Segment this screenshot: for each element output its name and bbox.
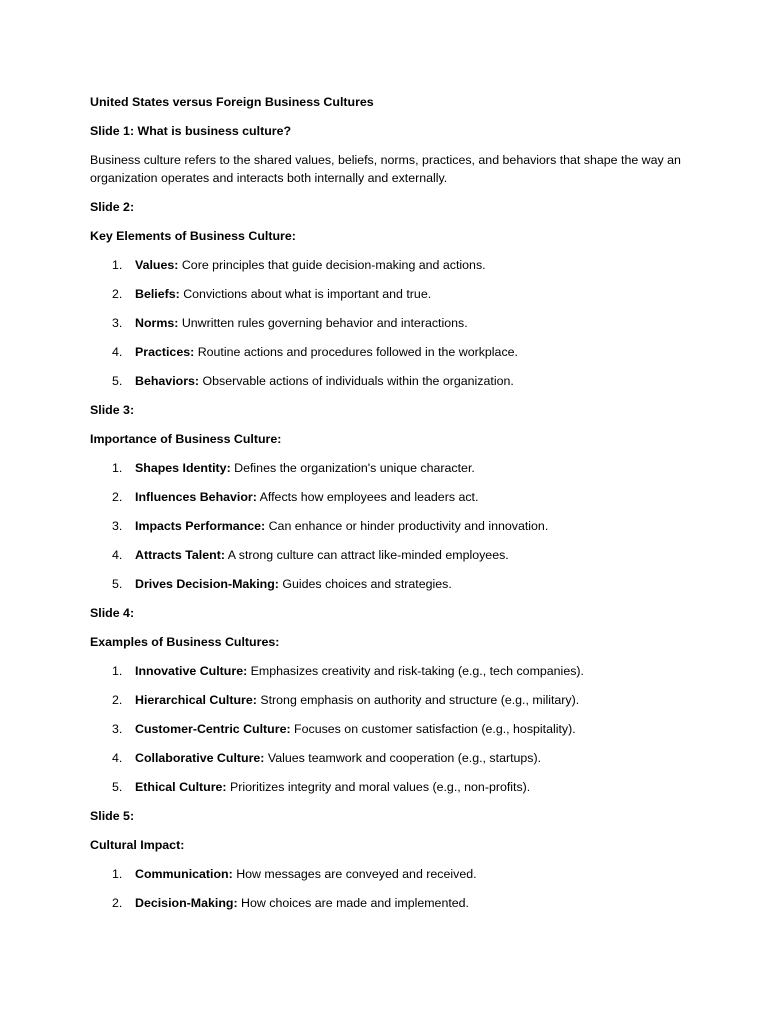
list-number: 1. [112, 664, 123, 678]
list-text: Routine actions and procedures followed in the workplace. [194, 345, 518, 359]
list-number: 2. [112, 490, 123, 504]
document-page [90, 93, 690, 923]
slide-5-heading: Slide 5: [90, 809, 135, 823]
list-text: Values teamwork and cooperation (e.g., startups). [264, 751, 542, 765]
list-number: 4. [112, 751, 123, 765]
document-title: United States versus Foreign Business Cultures [90, 95, 374, 109]
list-item [90, 865, 690, 883]
slide-2-list [90, 256, 690, 390]
slide-5-list [90, 865, 690, 912]
list-item [90, 575, 690, 593]
list-text: Strong emphasis on authority and structure (e.g., military). [256, 693, 580, 707]
list-item [90, 749, 690, 767]
list-item [90, 488, 690, 506]
list-number: 3. [112, 519, 123, 533]
list-term: Drives Decision-Making: [135, 577, 279, 591]
list-text: How choices are made and implemented. [237, 896, 470, 910]
list-term: Behaviors: [135, 374, 200, 388]
list-term: Impacts Performance: [135, 519, 266, 533]
list-number: 3. [112, 722, 123, 736]
slide-4-subheading: Examples of Business Cultures: [90, 635, 280, 649]
list-number: 2. [112, 287, 123, 301]
list-item [90, 894, 690, 912]
list-term: Innovative Culture: [135, 664, 248, 678]
list-term: Customer-Centric Culture: [135, 722, 291, 736]
list-number: 2. [112, 896, 123, 910]
list-number: 5. [112, 577, 123, 591]
slide-2-heading: Slide 2: [90, 200, 135, 214]
list-term: Attracts Talent: [135, 548, 225, 562]
list-term: Norms: [135, 316, 179, 330]
list-item [90, 691, 690, 709]
list-number: 1. [112, 867, 123, 881]
list-text: Guides choices and strategies. [278, 577, 452, 591]
list-text: Core principles that guide decision-making and actions. [178, 258, 486, 272]
list-number: 1. [112, 258, 123, 272]
slide-1-body: Business culture refers to the shared values, beliefs, norms, practices, and behaviors that shape the way an organization operates and interacts both internally and externally. [90, 153, 681, 185]
list-item [90, 517, 690, 535]
list-text: Emphasizes creativity and risk-taking (e.g., tech companies). [247, 664, 584, 678]
list-item [90, 459, 690, 477]
list-term: Shapes Identity: [135, 461, 231, 475]
list-text: Focuses on customer satisfaction (e.g., hospitality). [290, 722, 576, 736]
list-item [90, 778, 690, 796]
list-item [90, 314, 690, 332]
list-item [90, 546, 690, 564]
list-item [90, 285, 690, 303]
list-number: 4. [112, 345, 123, 359]
list-text: Affects how employees and leaders act. [256, 490, 479, 504]
list-text: How messages are conveyed and received. [232, 867, 477, 881]
list-term: Ethical Culture: [135, 780, 227, 794]
list-item [90, 372, 690, 390]
slide-2-subheading: Key Elements of Business Culture: [90, 229, 296, 243]
list-term: Values: [135, 258, 179, 272]
slide-4-list [90, 662, 690, 796]
list-term: Influences Behavior: [135, 490, 257, 504]
list-item [90, 256, 690, 274]
list-number: 2. [112, 693, 123, 707]
slide-1-heading: Slide 1: What is business culture? [90, 124, 292, 138]
list-term: Hierarchical Culture: [135, 693, 257, 707]
list-item [90, 662, 690, 680]
slide-3-subheading: Importance of Business Culture: [90, 432, 282, 446]
list-number: 5. [112, 374, 123, 388]
slide-4-heading: Slide 4: [90, 606, 135, 620]
slide-3-list [90, 459, 690, 593]
list-item [90, 720, 690, 738]
list-text: Can enhance or hinder productivity and innovation. [265, 519, 549, 533]
list-text: Unwritten rules governing behavior and interactions. [178, 316, 468, 330]
list-number: 3. [112, 316, 123, 330]
list-number: 4. [112, 548, 123, 562]
list-number: 5. [112, 780, 123, 794]
slide-3-heading: Slide 3: [90, 403, 135, 417]
list-item [90, 343, 690, 361]
list-text: Observable actions of individuals within the organization. [199, 374, 514, 388]
list-number: 1. [112, 461, 123, 475]
slide-5-subheading: Cultural Impact: [90, 838, 185, 852]
list-text: Prioritizes integrity and moral values (e.g., non-profits). [226, 780, 531, 794]
list-term: Collaborative Culture: [135, 751, 265, 765]
list-text: A strong culture can attract like-minded employees. [224, 548, 509, 562]
list-term: Decision-Making: [135, 896, 238, 910]
list-term: Communication: [135, 867, 233, 881]
list-text: Convictions about what is important and true. [179, 287, 432, 301]
list-text: Defines the organization's unique character. [230, 461, 475, 475]
list-term: Beliefs: [135, 287, 180, 301]
list-term: Practices: [135, 345, 195, 359]
